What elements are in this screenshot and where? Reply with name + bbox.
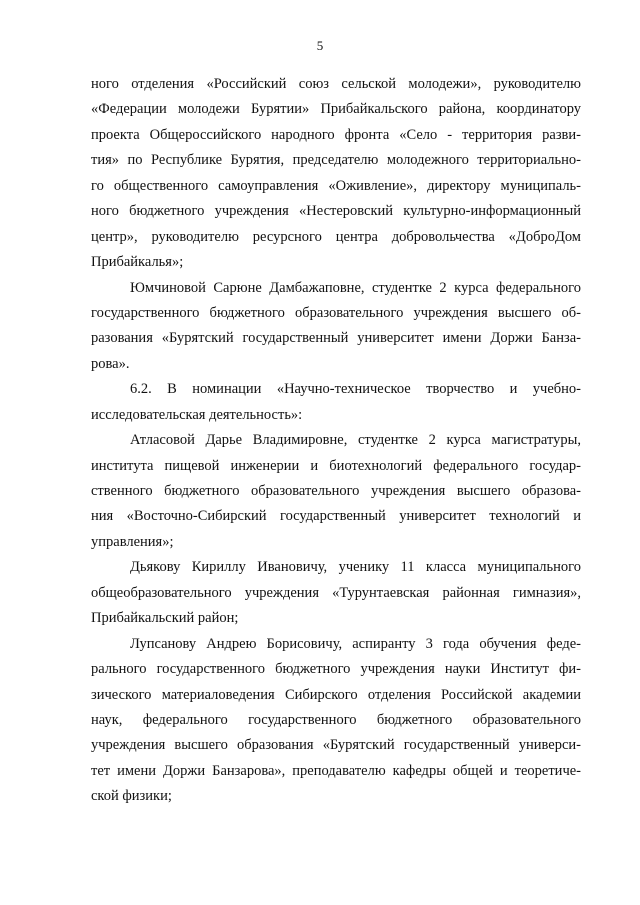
text-line: управления»; xyxy=(91,533,174,550)
text-line: Юмчиновой Сарюне Дамбажаповне, студентке 2 курса федерального xyxy=(130,279,581,296)
document-body xyxy=(91,72,581,810)
text-line: Дьякову Кириллу Ивановичу, ученику 11 класса муниципального xyxy=(130,559,581,576)
text-line: «Федерации молодежи Бурятии» Прибайкальского района, координатору xyxy=(91,101,581,118)
text-line: зического материаловедения Сибирского отделения Российской академии xyxy=(91,686,581,703)
text-line: тия» по Республике Бурятия, председателю молодежного территориально- xyxy=(91,152,581,169)
text-line: рова». xyxy=(91,355,130,372)
page-number: 5 xyxy=(316,38,324,53)
text-line: тет имени Доржи Банзарова», преподавателю кафедры общей и теоретиче- xyxy=(91,762,581,779)
text-line: ного отделения «Российский союз сельской молодежи», руководителю xyxy=(91,76,581,92)
text-line: Атласовой Дарье Владимировне, студентке 2 курса магистратуры, xyxy=(130,432,581,449)
text-line: ственного бюджетного образовательного учреждения высшего образова- xyxy=(91,483,581,499)
text-line: общеобразовательного учреждения «Турунтаевская районная гимназия», xyxy=(91,584,581,601)
text-line: 6.2. В номинации «Научно-техническое творчество и учебно- xyxy=(130,381,581,398)
text-line: наук, федерального государственного бюджетного образовательного xyxy=(91,711,581,728)
text-line: Прибайкальский район; xyxy=(91,610,239,627)
text-line: Лупсанову Андрею Борисовичу, аспиранту 3 года обучения феде- xyxy=(130,635,581,652)
text-line: института пищевой инженерии и биотехнологий федерального государ- xyxy=(91,457,581,474)
text-line: ного бюджетного учреждения «Нестеровский культурно-информационный xyxy=(91,203,581,220)
text-line: проекта Общероссийского народного фронта «Село - территория разви- xyxy=(91,126,581,143)
text-line: ской физики; xyxy=(91,788,172,805)
text-line: ния «Восточно-Сибирский государственный университет технологий и xyxy=(91,508,581,525)
text-line: рального государственного бюджетного учреждения науки Институт фи- xyxy=(91,661,581,678)
text-line: го общественного самоуправления «Оживление», директору муниципаль- xyxy=(91,177,581,194)
text-line: государственного бюджетного образовательного учреждения высшего об- xyxy=(91,304,581,321)
text-line: Прибайкалья»; xyxy=(91,254,184,271)
text-line: разования «Бурятский государственный университет имени Доржи Банза- xyxy=(91,330,581,347)
text-line: исследовательская деятельность»: xyxy=(91,406,303,423)
text-line: центр», руководителю ресурсного центра добровольчества «ДоброДом xyxy=(91,228,581,245)
text-line: учреждения высшего образования «Бурятский государственный универси- xyxy=(91,737,581,754)
